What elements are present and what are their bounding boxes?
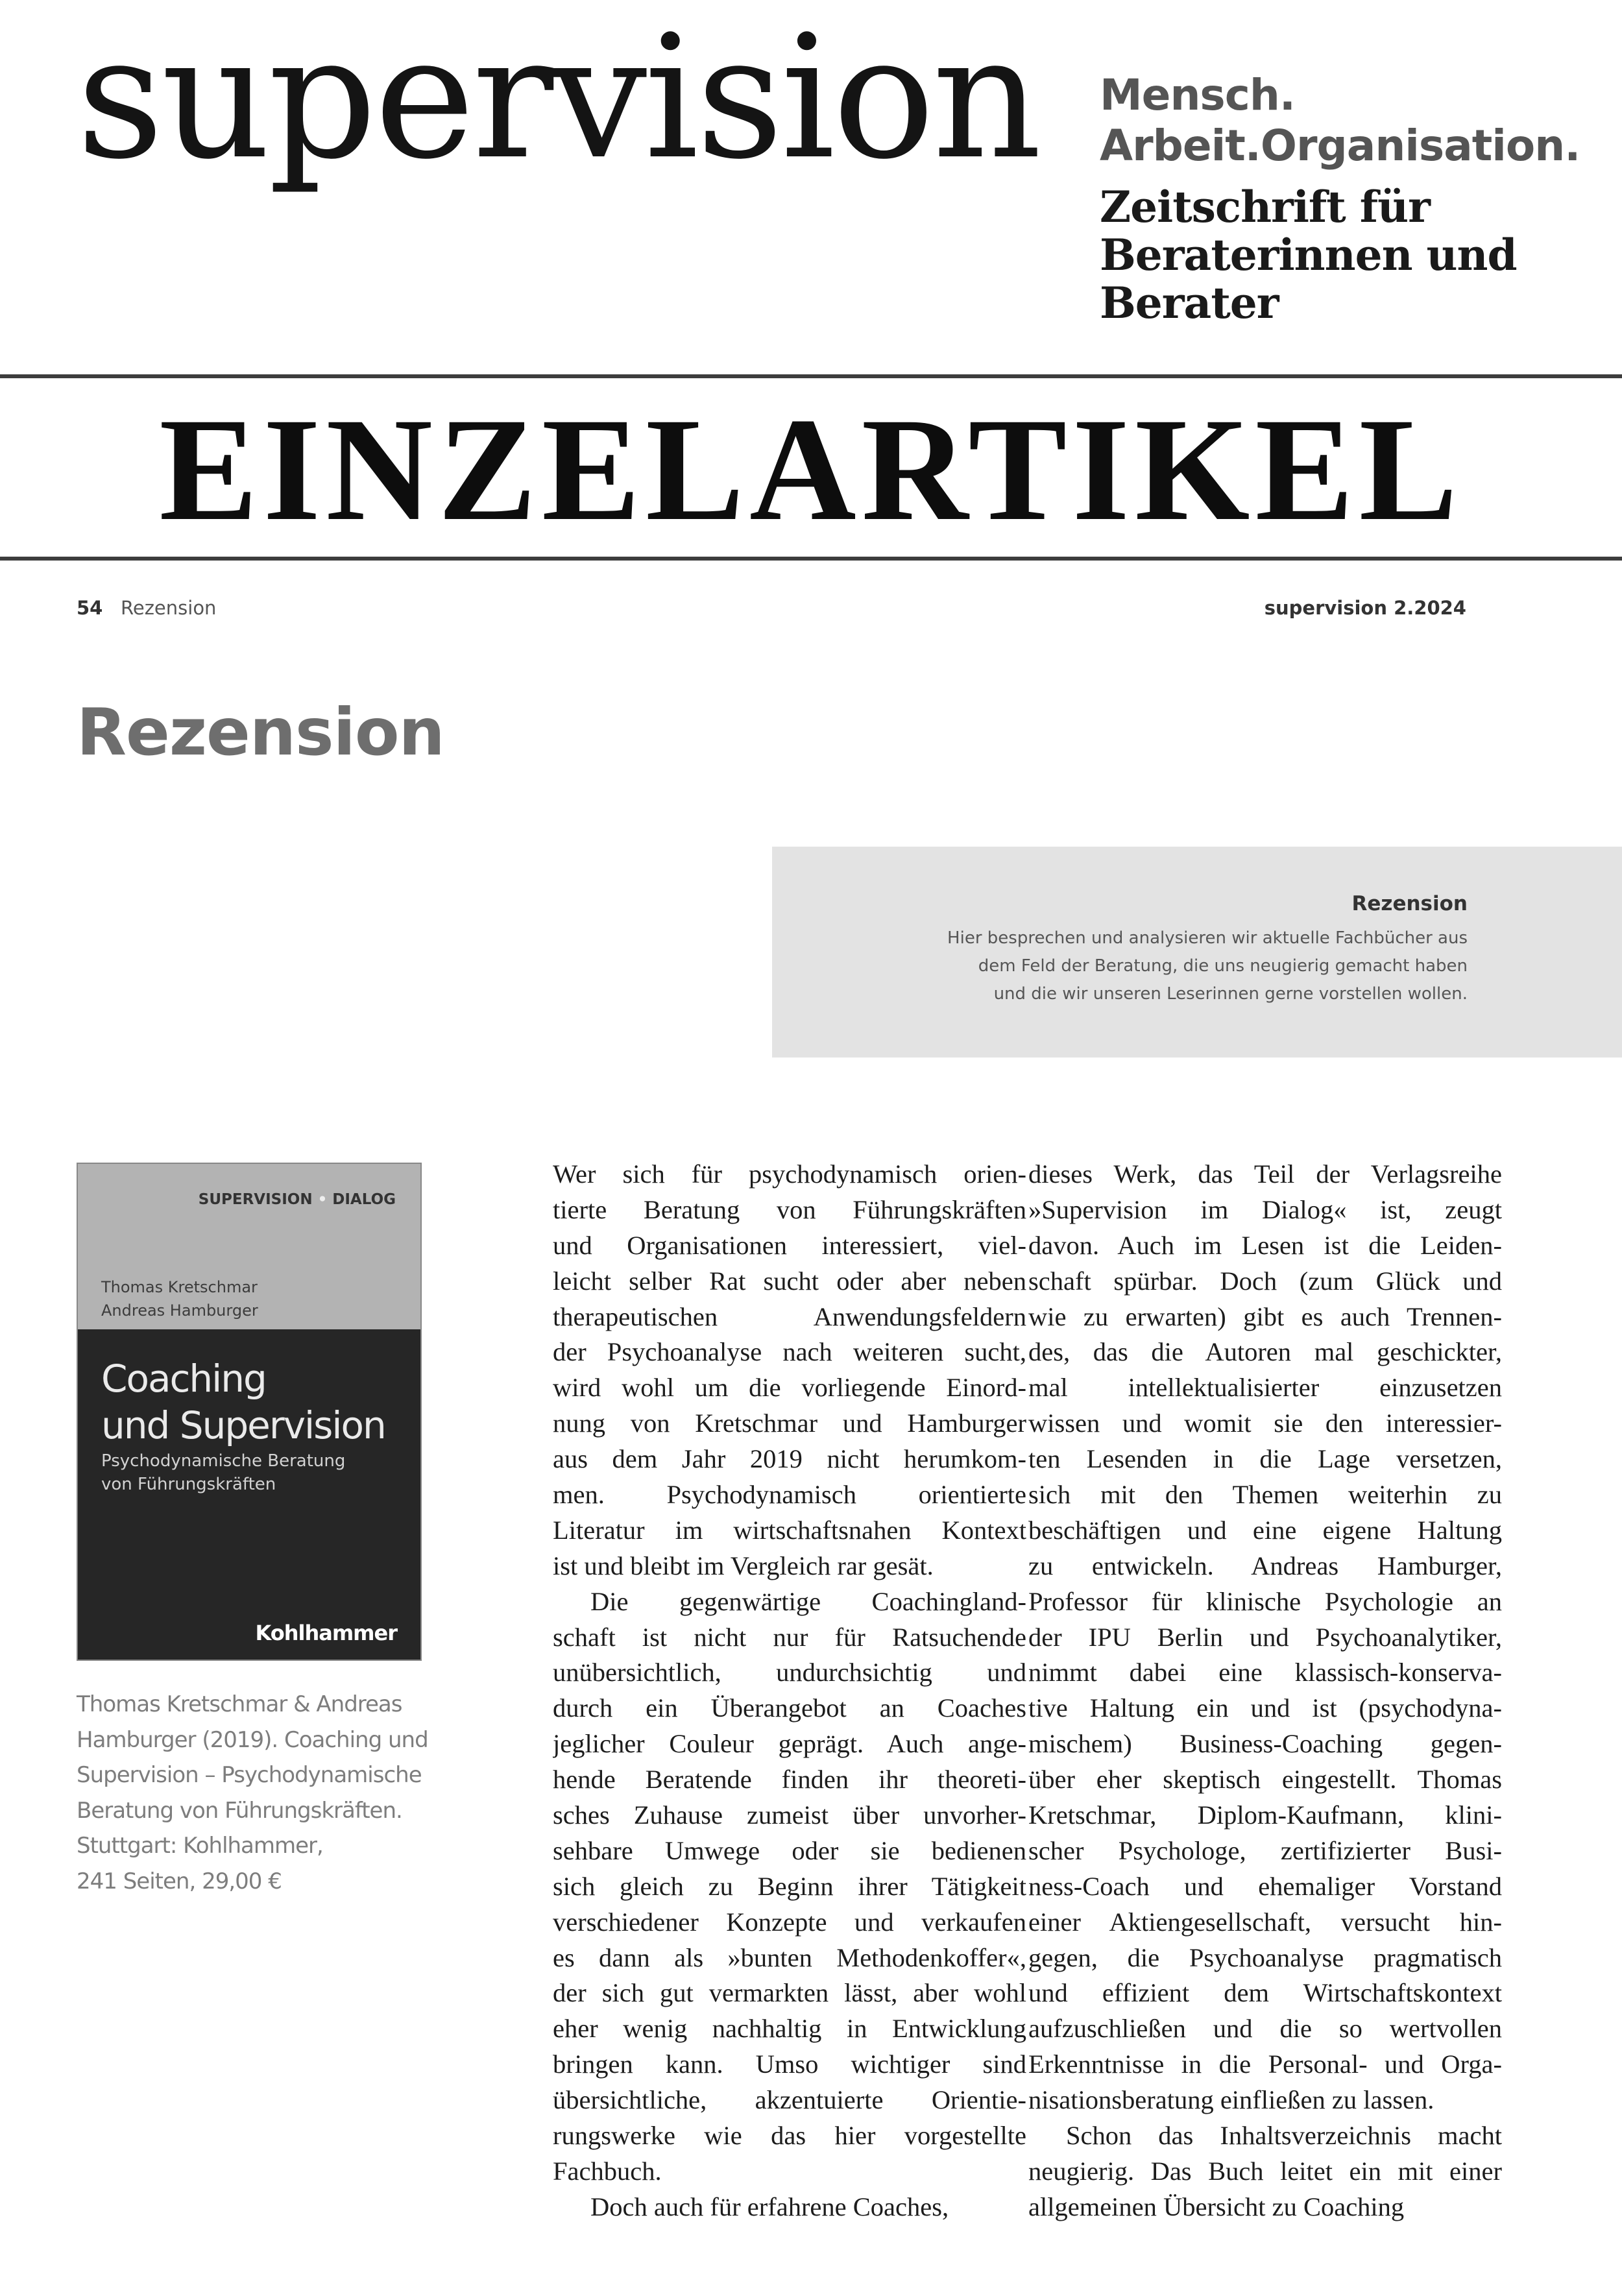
caption-line: 241 Seiten, 29,00 € [77, 1868, 282, 1894]
cover-series-name: SUPERVISION [198, 1191, 313, 1208]
info-box-line: Hier besprechen und analysieren wir aktuelle Fachbücher aus [947, 928, 1468, 948]
body-text-line: gegen, die Psychoanalyse pragmatisch [1028, 1942, 1502, 1972]
body-text-line: hende Beratende finden ihr theoreti- [553, 1765, 1026, 1795]
body-text-line: des, das die Autoren mal geschickter, [1028, 1337, 1502, 1367]
cover-subtitle-line: von Führungskräften [101, 1475, 276, 1494]
body-text-line: beschäftigen und eine eigene Haltung [1028, 1515, 1502, 1545]
caption-line: Beratung von Führungskräften. [77, 1797, 402, 1824]
caption-line: Thomas Kretschmar & Andreas [77, 1691, 402, 1717]
body-text-line: sich gleich zu Beginn ihrer Tätigkeit [553, 1871, 1026, 1901]
body-column-1-continuation [553, 2225, 1026, 2245]
body-text-line: unübersichtlich, undurchsichtig und [553, 1658, 1026, 1687]
journal-tagline [1100, 70, 1580, 171]
body-text-line: nisationsberatung einfließen zu lassen. [1028, 2085, 1434, 2115]
caption-line: Hamburger (2019). Coaching und [77, 1726, 428, 1753]
body-text-line: Kretschmar, Diplom-Kaufmann, klini- [1028, 1800, 1502, 1830]
body-text-line: durch ein Überangebot an Coaches [553, 1693, 1026, 1723]
tagline-line: Mensch. [1100, 70, 1295, 120]
body-text-line: therapeutischen Anwendungsfeldern [553, 1301, 1026, 1331]
body-text-line: der Psychoanalyse nach weiteren sucht, [553, 1337, 1026, 1367]
body-text-line: wird wohl um die vorliegende Einord- [553, 1373, 1026, 1403]
body-text-line: wissen und womit sie den interessier- [1028, 1408, 1502, 1438]
body-text-line: rungswerke wie das hier vorgestellte [553, 2121, 1026, 2151]
section-heading: Rezension [77, 694, 444, 770]
body-column-1 [553, 1157, 1026, 2225]
info-box-title: Rezension [1351, 892, 1468, 915]
journal-title: supervision [77, 0, 1039, 197]
issue-label: supervision 2.2024 [1264, 597, 1466, 619]
cover-publisher-logo: Kohlhammer [255, 1621, 397, 1645]
body-text-line: über eher skeptisch eingestellt. Thomas [1028, 1765, 1502, 1795]
body-text-line: wie zu erwarten) gibt es auch Trennen- [1028, 1301, 1502, 1331]
body-text-line: dieses Werk, das Teil der Verlagsreihe [1028, 1159, 1502, 1189]
cover-subtitle [101, 1449, 345, 1496]
cover-series-name-2: DIALOG [332, 1191, 396, 1208]
article-type-banner: EINZELARTIKEL [159, 388, 1463, 551]
body-text-line: Doch auch für erfahrene Coaches, [590, 2192, 949, 2221]
subtitle-line: Zeitschrift für [1100, 182, 1430, 232]
running-head-section: Rezension [121, 597, 217, 619]
cover-author: Andreas Hamburger [101, 1301, 258, 1320]
body-text-line: und effizient dem Wirtschaftskontext [1028, 1978, 1502, 2008]
subtitle-line: Berater [1100, 278, 1279, 328]
cover-series-label [199, 1191, 396, 1208]
body-text-line: jeglicher Couleur geprägt. Auch ange- [553, 1729, 1026, 1759]
body-text-line: tive Haltung ein und ist (psychodyna- [1028, 1693, 1502, 1723]
book-citation-caption [77, 1687, 466, 1899]
body-text-line: nung von Kretschmar und Hamburger [553, 1408, 1026, 1438]
running-head-left [77, 597, 216, 619]
info-box-text [811, 924, 1468, 1008]
body-text-line: bringen kann. Umso wichtiger sind [553, 2049, 1026, 2079]
cover-title-line: und Supervision [101, 1403, 385, 1447]
body-text-line: aufzuschließen und die so wertvollen [1028, 2014, 1502, 2044]
body-text-line: sich mit den Themen weiterhin zu [1028, 1480, 1502, 1510]
body-text-line: Professor für klinische Psychologie an [1028, 1586, 1502, 1616]
cover-title-line: Coaching [101, 1357, 266, 1401]
body-text-line: Fachbuch. [553, 2156, 662, 2186]
body-text-line: es dann als »bunten Methodenkoffer«, [553, 1942, 1026, 1972]
caption-line: Stuttgart: Kohlhammer, [77, 1833, 323, 1859]
body-text-line: ten Lesenden in die Lage versetzen, [1028, 1444, 1502, 1474]
body-text-line: schaft ist nicht nur für Ratsuchende [553, 1622, 1026, 1652]
body-text-line: der sich gut vermarkten lässt, aber wohl [553, 1978, 1026, 2008]
subtitle-line: Beraterinnen und [1100, 230, 1517, 280]
body-text-line: allgemeinen Übersicht zu Coaching [1028, 2192, 1405, 2221]
body-text-line: sehbare Umwege oder sie bedienen [553, 1835, 1026, 1865]
body-text-line: ness-Coach und ehemaliger Vorstand [1028, 1871, 1502, 1901]
body-text-line: Die gegenwärtige Coachingland- [590, 1586, 1026, 1616]
body-column-2 [1028, 1157, 1502, 2225]
banner-top-rule [0, 374, 1622, 378]
body-text-line: einer Aktiengesellschaft, versucht hin- [1028, 1907, 1502, 1937]
body-text-line: aus dem Jahr 2019 nicht herumkom- [553, 1444, 1026, 1474]
info-box [772, 847, 1622, 1057]
body-text-line: schaft spürbar. Doch (zum Glück und [1028, 1266, 1502, 1296]
body-text-line: Wer sich für psychodynamisch orien- [553, 1159, 1026, 1189]
body-text-line: men. Psychodynamisch orientierte [553, 1480, 1026, 1510]
info-box-line: dem Feld der Beratung, die uns neugierig gemacht haben [978, 956, 1468, 976]
body-text-line: nimmt dabei eine klassisch-konserva- [1028, 1658, 1502, 1687]
body-text-line: »Supervision im Dialog« ist, zeugt [1028, 1194, 1502, 1224]
page-number: 54 [77, 597, 103, 619]
body-text-line: tierte Beratung von Führungskräften [553, 1194, 1026, 1224]
body-text-line: leicht selber Rat sucht oder aber neben [553, 1266, 1026, 1296]
journal-subtitle [1100, 183, 1517, 327]
cover-series-dot: • [317, 1191, 328, 1208]
body-text-line: verschiedener Konzepte und verkaufen [553, 1907, 1026, 1937]
body-text-line: sches Zuhause zumeist über unvorher- [553, 1800, 1026, 1830]
body-text-line: Erkenntnisse in die Personal- und Orga- [1028, 2049, 1502, 2079]
body-text-line: mischem) Business-Coaching gegen- [1028, 1729, 1502, 1759]
body-text-line: und Organisationen interessiert, viel- [553, 1230, 1026, 1260]
body-text-line: neugierig. Das Buch leitet ein mit einer [1028, 2156, 1502, 2186]
body-text-line: ist und bleibt im Vergleich rar gesät. [553, 1551, 934, 1580]
running-head-right [1265, 597, 1466, 619]
body-text-line: übersichtliche, akzentuierte Orientie- [553, 2085, 1026, 2115]
tagline-line: Arbeit.Organisation. [1100, 121, 1580, 171]
cover-authors [101, 1275, 258, 1322]
body-text-line: Schon das Inhaltsverzeichnis macht [1066, 2121, 1502, 2151]
body-text-line: davon. Auch im Lesen ist die Leiden- [1028, 1230, 1502, 1260]
body-text-line: der IPU Berlin und Psychoanalytiker, [1028, 1622, 1502, 1652]
body-text-line: mal intellektualisierter einzusetzen [1028, 1373, 1502, 1403]
body-text-line: zu entwickeln. Andreas Hamburger, [1028, 1551, 1502, 1580]
cover-author: Thomas Kretschmar [101, 1278, 258, 1296]
book-cover-image [77, 1163, 422, 1661]
info-box-line: und die wir unseren Leserinnen gerne vorstellen wollen. [993, 984, 1468, 1004]
body-text-line: Literatur im wirtschaftsnahen Kontext [553, 1515, 1026, 1545]
body-text-line: scher Psychologe, zertifizierter Busi- [1028, 1835, 1502, 1865]
body-text-line: eher wenig nachhaltig in Entwicklung [553, 2014, 1026, 2044]
caption-line: Supervision – Psychodynamische [77, 1762, 422, 1788]
cover-subtitle-line: Psychodynamische Beratung [101, 1451, 346, 1471]
banner-bottom-rule [0, 557, 1622, 561]
cover-title [101, 1355, 385, 1449]
